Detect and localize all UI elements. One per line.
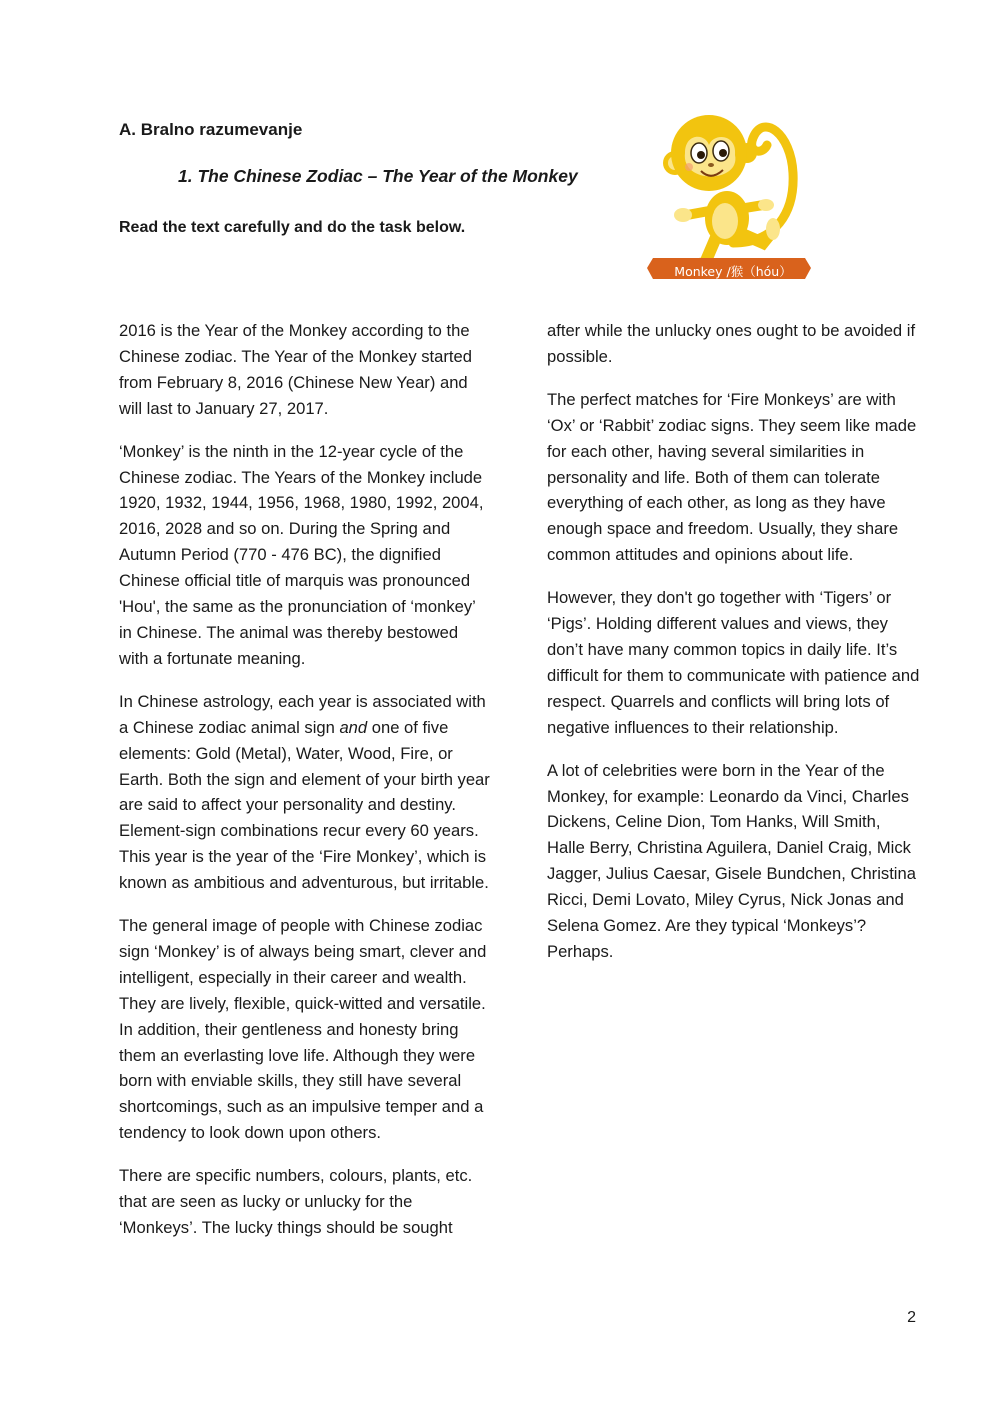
paragraph-3-start: In Chinese astrology, each year is associated with a Chinese zodiac animal sign [119,691,486,737]
paragraph-3-end: one of five elements: Gold (Metal), Water, Wood, Fire, or Earth. Both the sign and element of your birth year are said to affect your personality and destiny. Element-sign combinations recur every 60 years. This year is the year of the ‘Fire Monkey’, which is known as ambitious and adventurous, but irritable. [119,717,490,893]
section-heading: A. Bralno razumevanje [119,120,303,139]
paragraph-8: A lot of celebrities were born in the Year of the Monkey, for example: Leonardo da Vinci, Charles Dickens, Celine Dion, Tom Hanks, Will Smith, Halle Berry, Christina Aguilera, Daniel Craig, Mick Jagger, Julius Caesar, Gisele Bundchen, Christina Ricci, Demi Lovato, Miley Cyrus, Nick Jonas and Selena Gomez. Are they typical ‘Monkeys’? Perhaps. [547,760,916,961]
paragraph-5-start: There are specific numbers, colours, plants, etc. that are seen as lucky or unlucky for the ‘Monkeys’. The lucky things should be sought [119,1166,473,1237]
page-number: 2 [907,1309,916,1326]
paragraph-5-end: after while the unlucky ones ought to be avoided if possible. [547,321,916,366]
paragraph-1: 2016 is the Year of the Monkey according to the Chinese zodiac. The Year of the Monkey started from February 8, 2016 (Chinese New Year) and will last to January 27, 2017. [119,321,472,418]
document-title: 1. The Chinese Zodiac – The Year of the Monkey [178,166,578,186]
paragraph-7: However, they don't go together with ‘Tigers’ or ‘Pigs’. Holding different values and views, they don’t have many common topics in daily life. It’s difficult for them to communicate with patience and respect. Quarrels and conflicts will bring lots of negative influences to their relationship. [547,588,920,737]
paragraph-6: The perfect matches for ‘Fire Monkeys’ are with ‘Ox’ or ‘Rabbit’ zodiac signs. They seem like made for each other, having several similarities in personality and life. Both of them can tolerate everything of each other, as long as they have enough space and freedom. Usually, they share common attitudes and opinions about life. [547,389,917,565]
paragraph-2: ‘Monkey’ is the ninth in the 12-year cycle of the Chinese zodiac. The Years of the Monkey include 1920, 1932, 1944, 1956, 1968, 1980, 1992, 2004, 2016, 2028 and so on. During the Spring and Autumn Period (770 - 476 BC), the dignified Chinese official title of marquis was pronounced 'Hou', the same as the pronunciation of ‘monkey’ in Chinese. The animal was thereby bestowed with a fortunate meaning. [119,441,484,668]
image-caption: Monkey /猴（hóu） [674,264,792,279]
paragraph-3 [119,689,491,896]
monkey-illustration [645,93,815,288]
monkey-icon [645,93,815,288]
paragraph-4: The general image of people with Chinese zodiac sign ‘Monkey’ is of always being smart, clever and intelligent, especially in their career and wealth. They are lively, flexible, quick-witted and versatile. In addition, their gentleness and honesty bring them an everlasting love life. Although they were born with enviable skills, they still have several shortcomings, such as an impulsive temper and a tendency to look down upon others. [119,916,487,1143]
paragraph-3-emphasis: and [339,717,368,737]
left-column [119,318,491,1258]
instruction-text: Read the text carefully and do the task below. [119,219,466,236]
right-column [547,318,922,982]
